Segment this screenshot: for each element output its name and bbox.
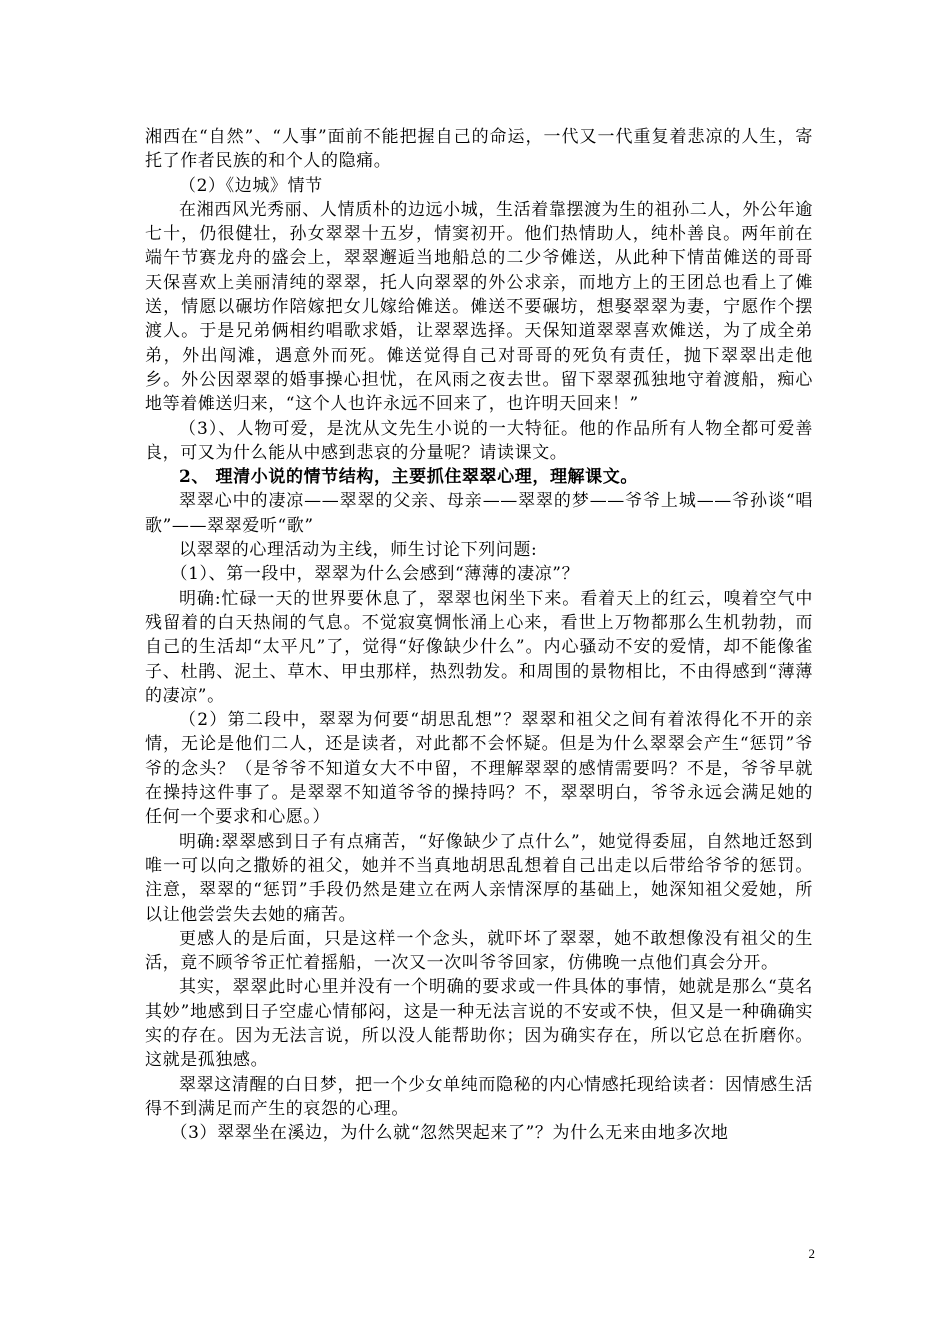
page-number: 2 [808, 1246, 815, 1261]
paragraph-moving-part: 更感人的是后面，只是这样一个念头，就吓坏了翠翠，她不敢想像没有祖父的生活，竟不顾爷爷正忙着摇船，一次又一次叫爷爷回家，仿佛晚一点他们真会分开。 [145, 928, 813, 974]
answer-2: 明确:翠翠感到日子有点痛苦，“好像缺少了点什么”，她觉得委屈，自然地迁怒到唯一可以向之撒娇的祖父，她并不当真地胡思乱想着自己出走以后带给爷爷的惩罚。注意，翠翠的“惩罚”手段仍然是建立在两人亲情深厚的基础上，她深知祖父爱她，所以让他尝尝失去她的痛苦。 [145, 831, 813, 925]
question-1: （1）、第一段中，翠翠为什么会感到“薄薄的凄凉”？ [170, 564, 580, 585]
paragraph-characters-question: （3）、人物可爱，是沈从文先生小说的一大特征。他的作品所有人物全都可爱善良，可又为什么能从中感到悲哀的分量呢？请读课文。 [145, 418, 813, 463]
paragraph-plot-outline: 翠翠心中的凄凉——翠翠的父亲、母亲——翠翠的梦——爷爷上城——爷孙谈“唱歌”——翠翠爱听“歌” [145, 491, 813, 536]
question-3: （3）翠翠坐在溪边，为什么就“忽然哭起来了”？为什么无来由地多次地 [170, 1123, 729, 1144]
paragraph-intro-continuation: 湘西在“自然”、“人事”面前不能把握自己的命运，一代又一代重复着悲凉的人生，寄托了作者民族的和个人的隐痛。 [145, 127, 813, 172]
question-2: （2）第二段中，翠翠为何要“胡思乱想”？翠翠和祖父之间有着浓得化不开的亲情，无论是他们二人，还是读者，对此都不会怀疑。但是为什么翠翠会产生“惩罚”爷爷的念头？（是爷爷不知道女大不中留，不理解翠翠的感情需要吗？不是，爷爷早就在操持这件事了。是翠翠不知道爷爷的操持吗？不，翠翠明白，爷爷永远会满足她的任何一个要求和心愿。） [145, 710, 813, 828]
section-heading-structure: 2、 理清小说的情节结构，主要抓住翠翠心理，理解课文。 [179, 467, 638, 488]
document-body [145, 125, 813, 1145]
answer-1: 明确:忙碌一天的世界要休息了，翠翠也闲坐下来。看着天上的红云，嗅着空气中残留着的白天热闹的气息。不觉寂寞惆怅涌上心来，看世上万物都那么生机勃勃，而自己的生活却“太平凡”了，觉得“好像缺少什么”。内心骚动不安的爱情，却不能像雀子、杜鹃、泥土、草木、甲虫那样，热烈勃发。和周围的景物相比，不由得感到“薄薄的凄凉”。 [145, 588, 813, 706]
paragraph-plot-summary: 在湘西风光秀丽、人情质朴的边远小城，生活着靠摆渡为生的祖孙二人，外公年逾七十，仍很健壮，孙女翠翠十五岁，情窦初开。他们热情助人，纯朴善良。两年前在端午节赛龙舟的盛会上，翠翠邂逅当地船总的二少爷傩送，从此种下情苗傩送的哥哥天保喜欢上美丽清纯的翠翠，托人向翠翠的外公求亲，而地方上的王团总也看上了傩送，情愿以碾坊作陪嫁把女儿嫁给傩送。傩送不要碾坊，想娶翠翠为妻，宁愿作个摆渡人。于是兄弟俩相约唱歌求婚，让翠翠选择。天保知道翠翠喜欢傩送，为了成全弟弟，外出闯滩，遇意外而死。傩送觉得自己对哥哥的死负有责任，抛下翠翠出走他乡。外公因翠翠的婚事操心担忧，在风雨之夜去世。留下翠翠孤独地守着渡船，痴心地等着傩送归来，“这个人也许永远不回来了，也许明天回来！” [145, 199, 813, 415]
paragraph-discussion-intro: 以翠翠的心理活动为主线，师生讨论下列问题: [179, 540, 538, 561]
paragraph-daydream: 翠翠这清醒的白日梦，把一个少女单纯而隐秘的内心情感托现给读者：因情感生活得不到满足而产生的哀怨的心理。 [145, 1074, 813, 1119]
paragraph-loneliness: 其实，翠翠此时心里并没有一个明确的要求或一件具体的事情，她就是那么“莫名其妙”地感到日子空虚心情郁闷，这是一种无法言说的不安或不快，但又是一种确确实实的存在。因为无法言说，所以没人能帮助你；因为确实存在，所以它总在折磨你。这就是孤独感。 [145, 977, 813, 1071]
heading-plot: （2）《边城》情节 [179, 175, 323, 196]
